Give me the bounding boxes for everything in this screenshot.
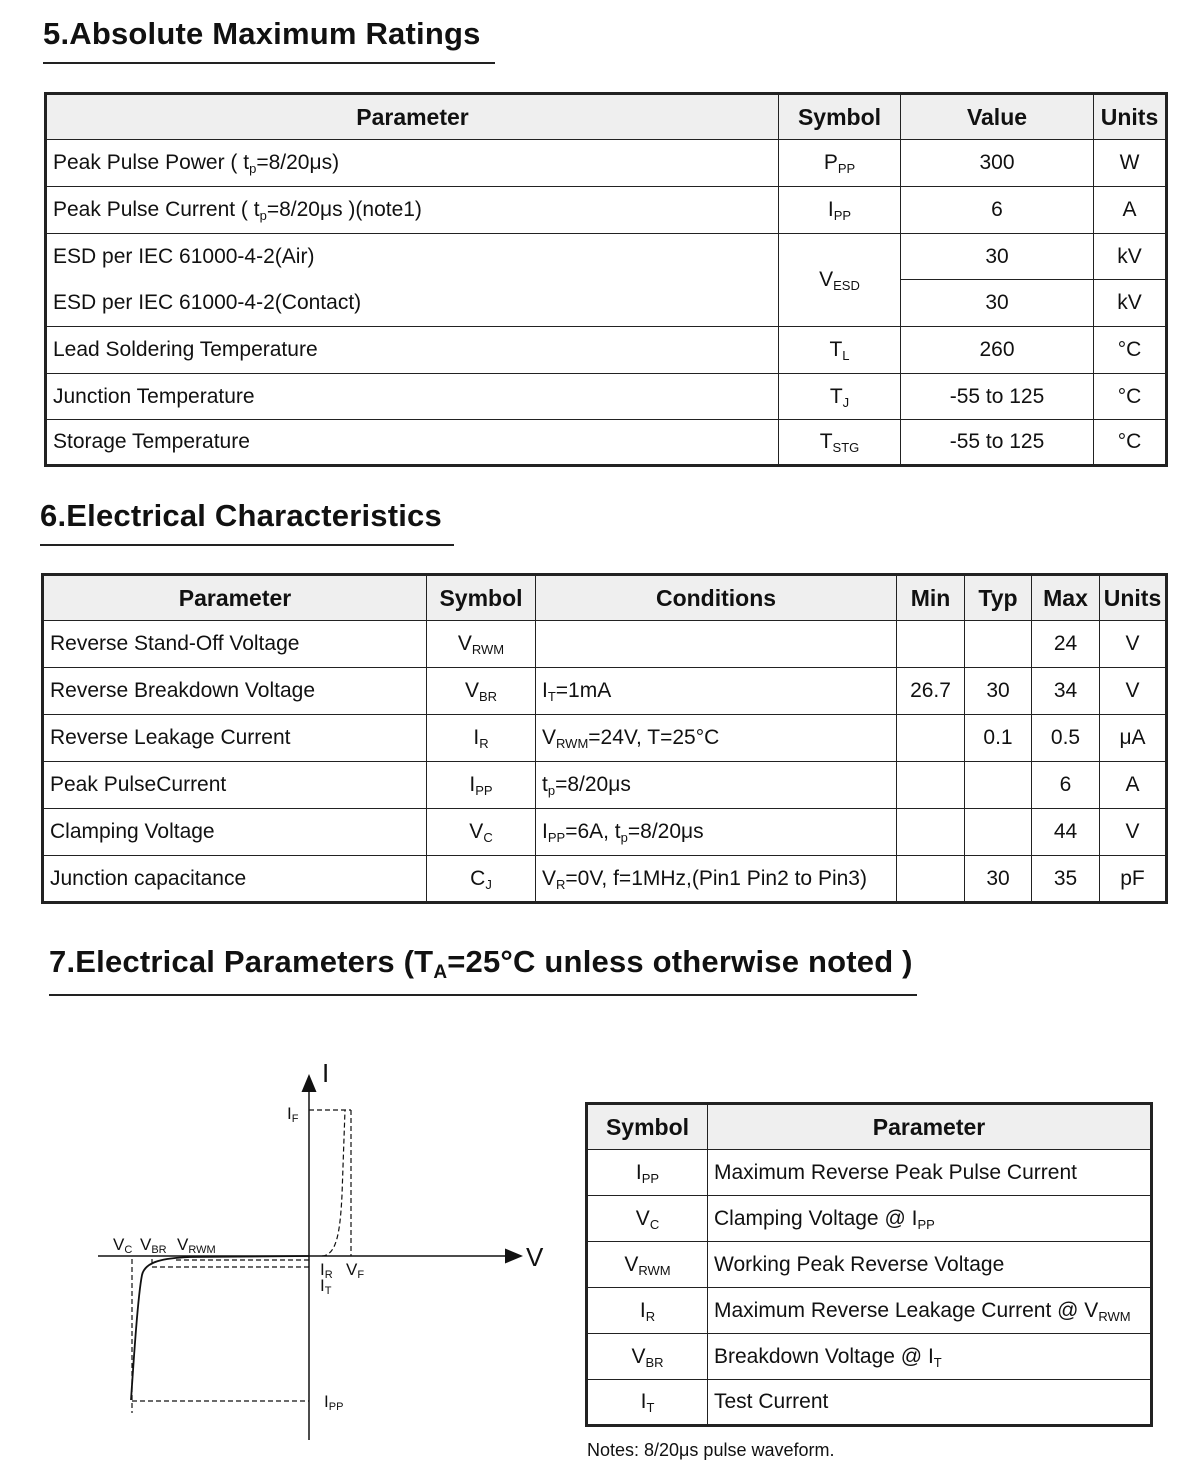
table-row	[587, 1242, 1152, 1288]
typ-cell: 30	[965, 668, 1032, 715]
max-cell: 44	[1032, 809, 1100, 856]
min-cell	[897, 856, 965, 903]
label-it: IT	[320, 1276, 332, 1297]
header-units: Units	[1094, 94, 1167, 140]
label-vbr: VBR	[140, 1235, 167, 1256]
value-cell: -55 to 125	[901, 374, 1094, 420]
typ-cell	[965, 762, 1032, 809]
conditions-cell: $I_T=1mA$	[536, 668, 897, 715]
value-cell: 300	[901, 140, 1094, 187]
header-value: Value	[901, 94, 1094, 140]
section5-title: 5.Absolute Maximum Ratings	[43, 16, 495, 64]
units-cell: V	[1100, 668, 1167, 715]
table-row	[587, 1196, 1152, 1242]
param-cell: Reverse Stand-Off Voltage	[43, 621, 427, 668]
table-row	[46, 187, 1167, 234]
symbol-cell: $T_{STG}$	[779, 420, 901, 466]
table-row	[587, 1150, 1152, 1196]
max-cell: 24	[1032, 621, 1100, 668]
axis-label-i: I	[322, 1058, 330, 1088]
header-parameter: Parameter	[46, 94, 779, 140]
conditions-cell: $V_R=0V$, f=1MHz,(Pin1 Pin2 to Pin3)	[536, 856, 897, 903]
description-cell: Clamping Voltage @ $I_{PP}$	[708, 1196, 1152, 1242]
param-cell: Reverse Breakdown Voltage	[43, 668, 427, 715]
value-cell: -55 to 125	[901, 420, 1094, 466]
typ-cell	[965, 621, 1032, 668]
symbol-cell: $T_J$	[779, 374, 901, 420]
symbol-cell: $V_{BR}$	[587, 1334, 708, 1380]
label-ipp: IPP	[324, 1392, 344, 1413]
table-row	[46, 140, 1167, 187]
notes-text: Notes: 8/20μs pulse waveform.	[587, 1440, 835, 1460]
units-cell: °C	[1094, 327, 1167, 374]
symbol-legend-table	[585, 1102, 1153, 1427]
param-cell: Junction capacitance	[43, 856, 427, 903]
header-symbol: Symbol	[427, 575, 536, 621]
table-row	[46, 420, 1167, 466]
units-cell: V	[1100, 621, 1167, 668]
description-cell: Maximum Reverse Leakage Current @ $V_{RWM}$	[708, 1288, 1152, 1334]
param-cell: Storage Temperature	[46, 420, 779, 466]
description-cell: Maximum Reverse Peak Pulse Current	[708, 1150, 1152, 1196]
symbol-cell: $I_T$	[587, 1380, 708, 1426]
units-cell: μA	[1100, 715, 1167, 762]
label-vrwm: VRWM	[177, 1235, 216, 1256]
label-vc: VC	[113, 1235, 133, 1256]
symbol-cell: $T_L$	[779, 327, 901, 374]
units-cell: °C	[1094, 420, 1167, 466]
units-cell: A	[1094, 187, 1167, 234]
table-header-row	[43, 575, 1167, 621]
min-cell	[897, 809, 965, 856]
param-cell: ESD per IEC 61000-4-2(Contact)	[46, 280, 779, 327]
param-cell: Junction Temperature	[46, 374, 779, 420]
electrical-characteristics-table	[41, 573, 1168, 904]
max-cell: 0.5	[1032, 715, 1100, 762]
table-row	[46, 374, 1167, 420]
units-cell: W	[1094, 140, 1167, 187]
symbol-cell: $V_{RWM}$	[427, 621, 536, 668]
section7-title: 7.Electrical Parameters (TA=25°C unless otherwise noted )	[49, 944, 917, 996]
typ-cell: 30	[965, 856, 1032, 903]
max-cell: 35	[1032, 856, 1100, 903]
symbol-cell: $V_{ESD}$	[779, 234, 901, 327]
units-cell: pF	[1100, 856, 1167, 903]
symbol-cell: $P_{PP}$	[779, 140, 901, 187]
label-ir: IR	[320, 1260, 333, 1281]
symbol-cell: $V_C$	[587, 1196, 708, 1242]
description-cell: Working Peak Reverse Voltage	[708, 1242, 1152, 1288]
description-cell: Test Current	[708, 1380, 1152, 1426]
header-typ: Typ	[965, 575, 1032, 621]
symbol-cell: $I_R$	[587, 1288, 708, 1334]
header-conditions: Conditions	[536, 575, 897, 621]
max-cell: 34	[1032, 668, 1100, 715]
label-if: IF	[287, 1104, 299, 1125]
table-header-row	[587, 1104, 1152, 1150]
table-row	[43, 856, 1167, 903]
header-symbol: Symbol	[587, 1104, 708, 1150]
symbol-cell: $V_C$	[427, 809, 536, 856]
param-cell: Peak PulseCurrent	[43, 762, 427, 809]
symbol-cell: $C_J$	[427, 856, 536, 903]
axis-label-v: V	[526, 1242, 544, 1272]
units-cell: A	[1100, 762, 1167, 809]
conditions-cell: $V_{RWM}=24V$, T=25°C	[536, 715, 897, 762]
table-row	[43, 809, 1167, 856]
min-cell	[897, 762, 965, 809]
value-cell: 260	[901, 327, 1094, 374]
symbol-cell: $I_{PP}$	[779, 187, 901, 234]
typ-cell	[965, 809, 1032, 856]
table-row	[46, 280, 1167, 327]
table-row	[46, 327, 1167, 374]
param-cell: Clamping Voltage	[43, 809, 427, 856]
table-row	[43, 668, 1167, 715]
symbol-cell: $I_R$	[427, 715, 536, 762]
header-min: Min	[897, 575, 965, 621]
table-row	[46, 234, 1167, 280]
max-cell: 6	[1032, 762, 1100, 809]
header-max: Max	[1032, 575, 1100, 621]
min-cell: 26.7	[897, 668, 965, 715]
param-cell: Reverse Leakage Current	[43, 715, 427, 762]
param-cell: Peak Pulse Current ( $t_p=8/20\mu s$ )(note1)	[46, 187, 779, 234]
units-cell: V	[1100, 809, 1167, 856]
header-parameter: Parameter	[43, 575, 427, 621]
header-parameter: Parameter	[708, 1104, 1152, 1150]
param-cell: Peak Pulse Power ( $t_p=8/20\mu s$)	[46, 140, 779, 187]
header-units: Units	[1100, 575, 1167, 621]
min-cell	[897, 715, 965, 762]
conditions-cell: $t_p=8/20\mu s$	[536, 762, 897, 809]
guide-lines	[132, 1110, 351, 1413]
value-cell: 6	[901, 187, 1094, 234]
conditions-cell	[536, 621, 897, 668]
header-symbol: Symbol	[779, 94, 901, 140]
symbol-cell: $I_{PP}$	[427, 762, 536, 809]
description-cell: Breakdown Voltage @ $I_T$	[708, 1334, 1152, 1380]
absolute-max-ratings-table	[44, 92, 1168, 467]
section6-title: 6.Electrical Characteristics	[40, 498, 454, 546]
symbol-cell: $I_{PP}$	[587, 1150, 708, 1196]
param-cell: Lead Soldering Temperature	[46, 327, 779, 374]
table-row	[587, 1288, 1152, 1334]
iv-characteristic-diagram	[90, 1055, 560, 1450]
table-row	[43, 762, 1167, 809]
units-cell: °C	[1094, 374, 1167, 420]
table-row	[587, 1380, 1152, 1426]
symbol-cell: $V_{RWM}$	[587, 1242, 708, 1288]
table-row	[43, 715, 1167, 762]
units-cell: kV	[1094, 280, 1167, 327]
symbol-cell: $V_{BR}$	[427, 668, 536, 715]
iv-curve	[131, 1256, 309, 1400]
min-cell	[897, 621, 965, 668]
param-cell: ESD per IEC 61000-4-2(Air)	[46, 234, 779, 280]
table-row	[587, 1334, 1152, 1380]
table-header-row	[46, 94, 1167, 140]
typ-cell: 0.1	[965, 715, 1032, 762]
value-cell: 30	[901, 280, 1094, 327]
units-cell: kV	[1094, 234, 1167, 280]
conditions-cell: $I_{PP}=6A$, $t_p=8/20\mu s$	[536, 809, 897, 856]
table-row	[43, 621, 1167, 668]
value-cell: 30	[901, 234, 1094, 280]
label-vf: VF	[346, 1260, 365, 1281]
